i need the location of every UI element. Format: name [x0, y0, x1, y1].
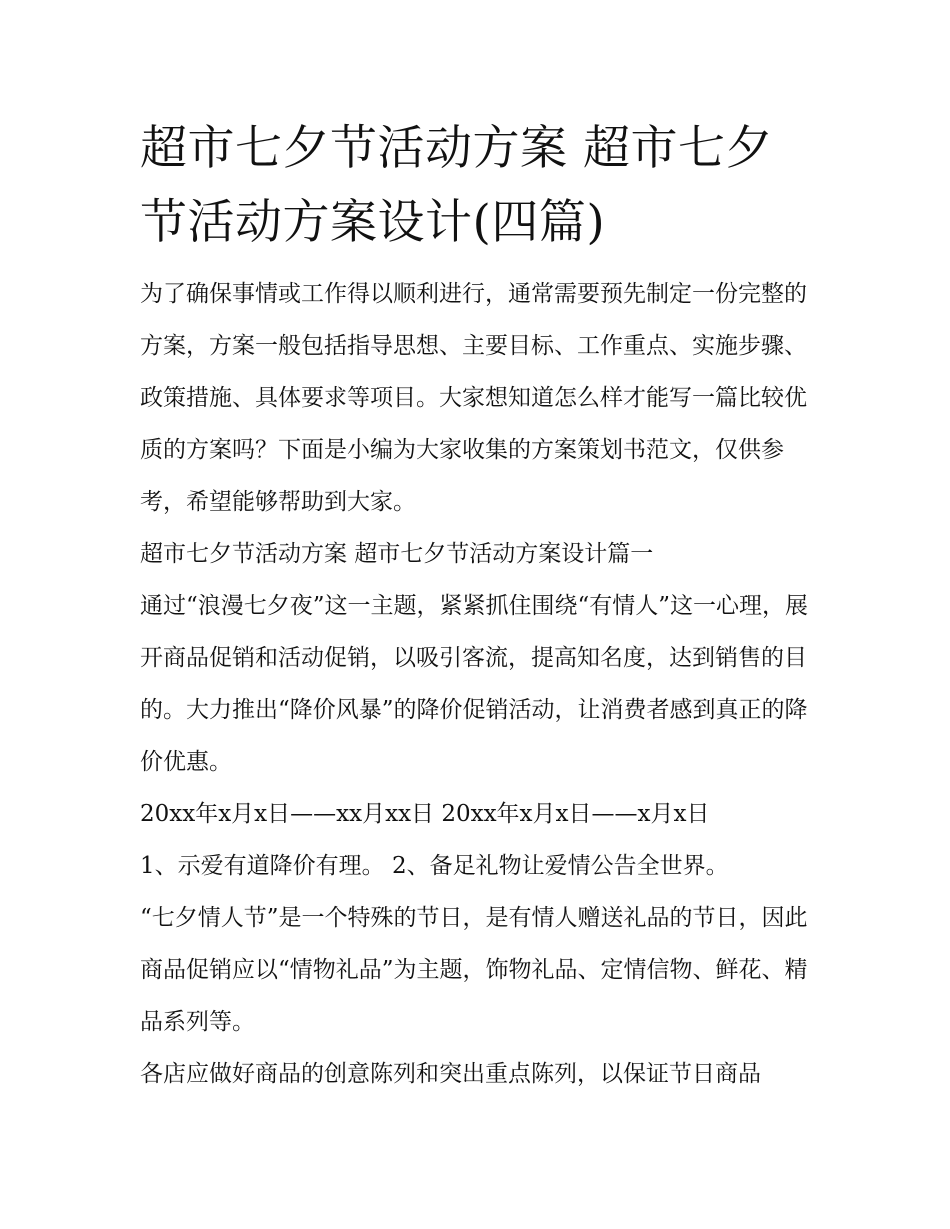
slogan-line: 1、示爱有道降价有理。 2、备足礼物让爱情公告全世界。 — [140, 853, 729, 879]
promotion-paragraph: “七夕情人节”是一个特殊的节日，是有情人赠送礼品的节日，因此商品促销应以“情物礼品”为主题，饰物礼品、定情信物、鲜花、精品系列等。 — [140, 905, 808, 1035]
date-line: 20xx年x月x日——xx月xx日 20xx年x月x日——x月x日 — [140, 801, 710, 827]
section-heading: 超市七夕节活动方案 超市七夕节活动方案设计篇一 — [140, 541, 654, 567]
theme-paragraph: 通过“浪漫七夕夜”这一主题，紧紧抓住围绕“有情人”这一心理，展开商品促销和活动促销，以吸引客流，提高知名度，达到销售的目的。大力推出“降价风暴”的降价促销活动，让消费者感到真正的降价优惠。 — [140, 593, 809, 775]
document-body — [140, 112, 818, 1100]
document-title: 超市七夕节活动方案 超市七夕节活动方案设计(四篇) — [140, 121, 773, 250]
display-paragraph: 各店应做好商品的创意陈列和突出重点陈列，以保证节日商品 — [140, 1061, 761, 1087]
intro-paragraph: 为了确保事情或工作得以顺利进行，通常需要预先制定一份完整的方案，方案一般包括指导思想、主要目标、工作重点、实施步骤、政策措施、具体要求等项目。大家想知道怎么样才能写一篇比较优质的方案吗？下面是小编为大家收集的方案策划书范文，仅供参考，希望能够帮助到大家。 — [140, 281, 807, 515]
